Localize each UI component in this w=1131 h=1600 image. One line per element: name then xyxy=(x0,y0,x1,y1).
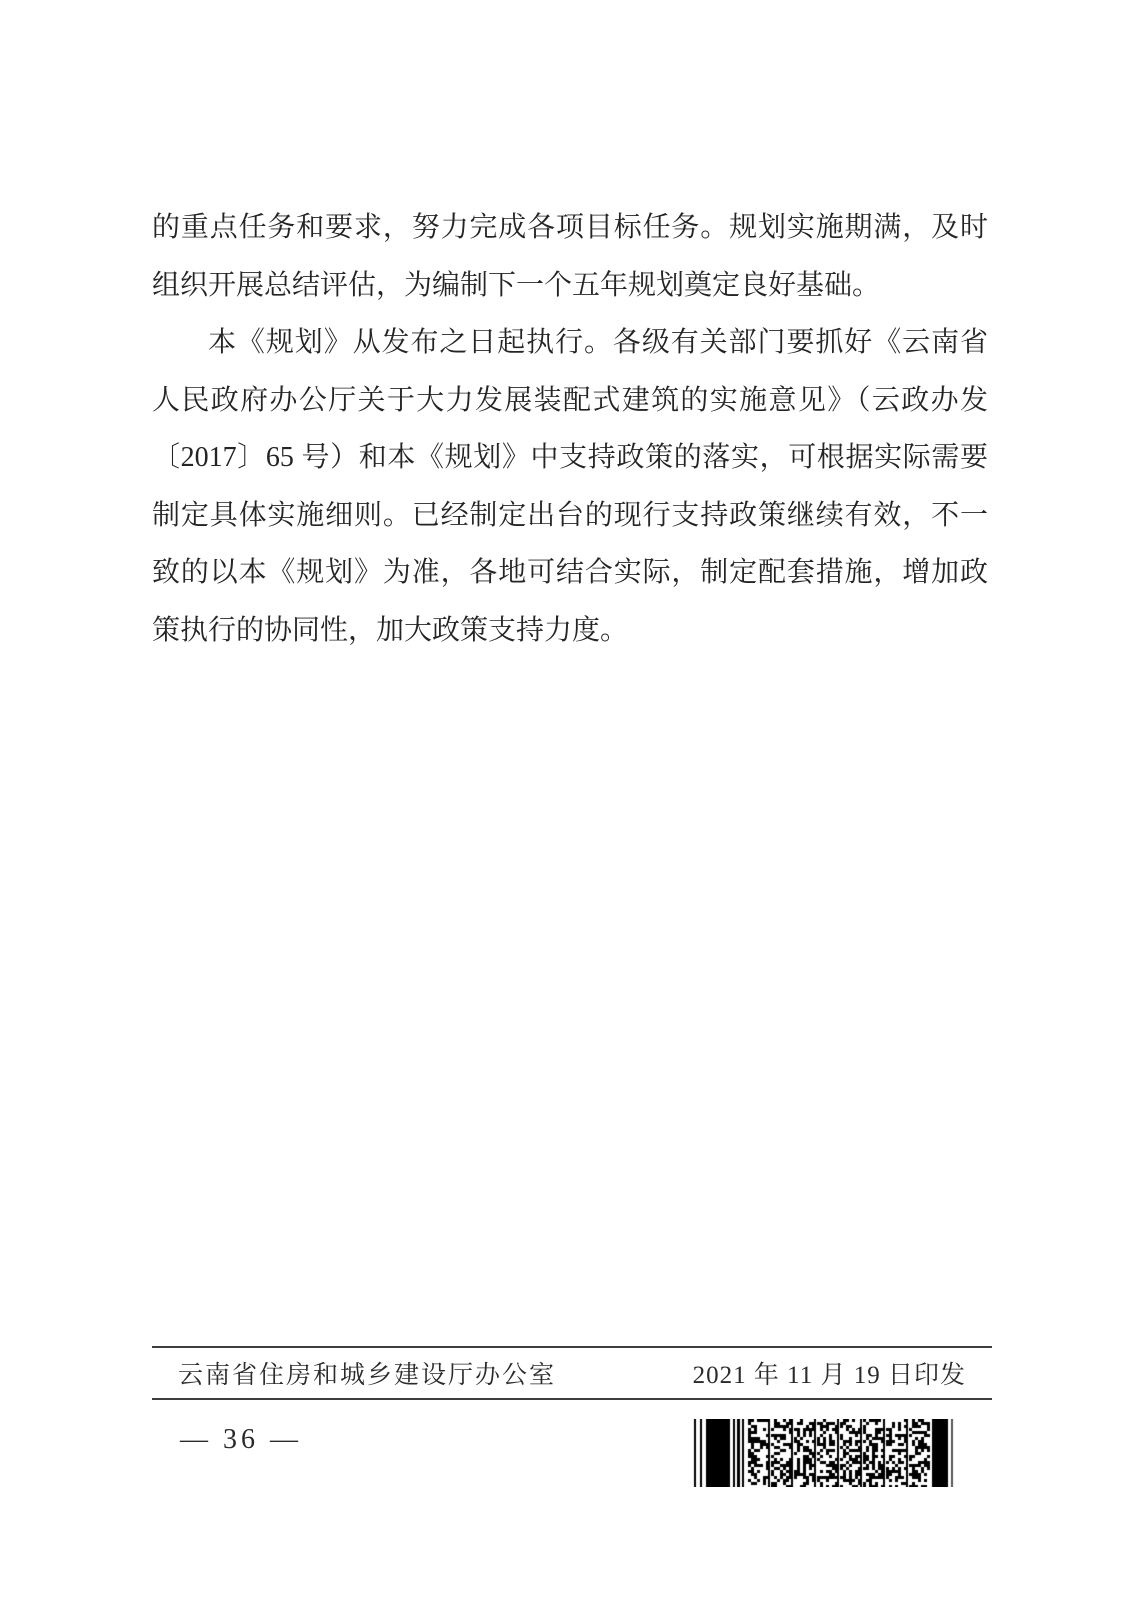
body-line: 〔2017〕65 号）和本《规划》中支持政策的落实，可根据实际需要 xyxy=(152,442,988,473)
body-line: 人民政府办公厅关于大力发展装配式建筑的实施意见》（云政办发 xyxy=(152,384,988,416)
page-number: — 36 — xyxy=(180,1424,302,1455)
body-line: 制定具体实施细则。已经制定出台的现行支持政策继续有效，不一 xyxy=(152,499,988,531)
print-date-label: 2021 年 11 月 19 日印发 xyxy=(692,1362,966,1389)
body-line: 本《规划》从发布之日起执行。各级有关部门要抓好《云南省 xyxy=(208,327,988,358)
body-line: 致的以本《规划》为准，各地可结合实际，制定配套措施，增加政 xyxy=(152,557,988,588)
issuing-office-label: 云南省住房和城乡建设厅办公室 xyxy=(178,1362,557,1389)
colophon-bar xyxy=(152,1346,992,1400)
body-line: 组织开展总结评估，为编制下一个五年规划奠定良好基础。 xyxy=(152,269,881,301)
barcode-image xyxy=(692,1419,962,1487)
document-body xyxy=(152,199,988,659)
body-line: 策执行的协同性，加大政策支持力度。 xyxy=(152,614,629,646)
body-line: 的重点任务和要求，努力完成各项目标任务。规划实施期满，及时 xyxy=(152,212,988,243)
